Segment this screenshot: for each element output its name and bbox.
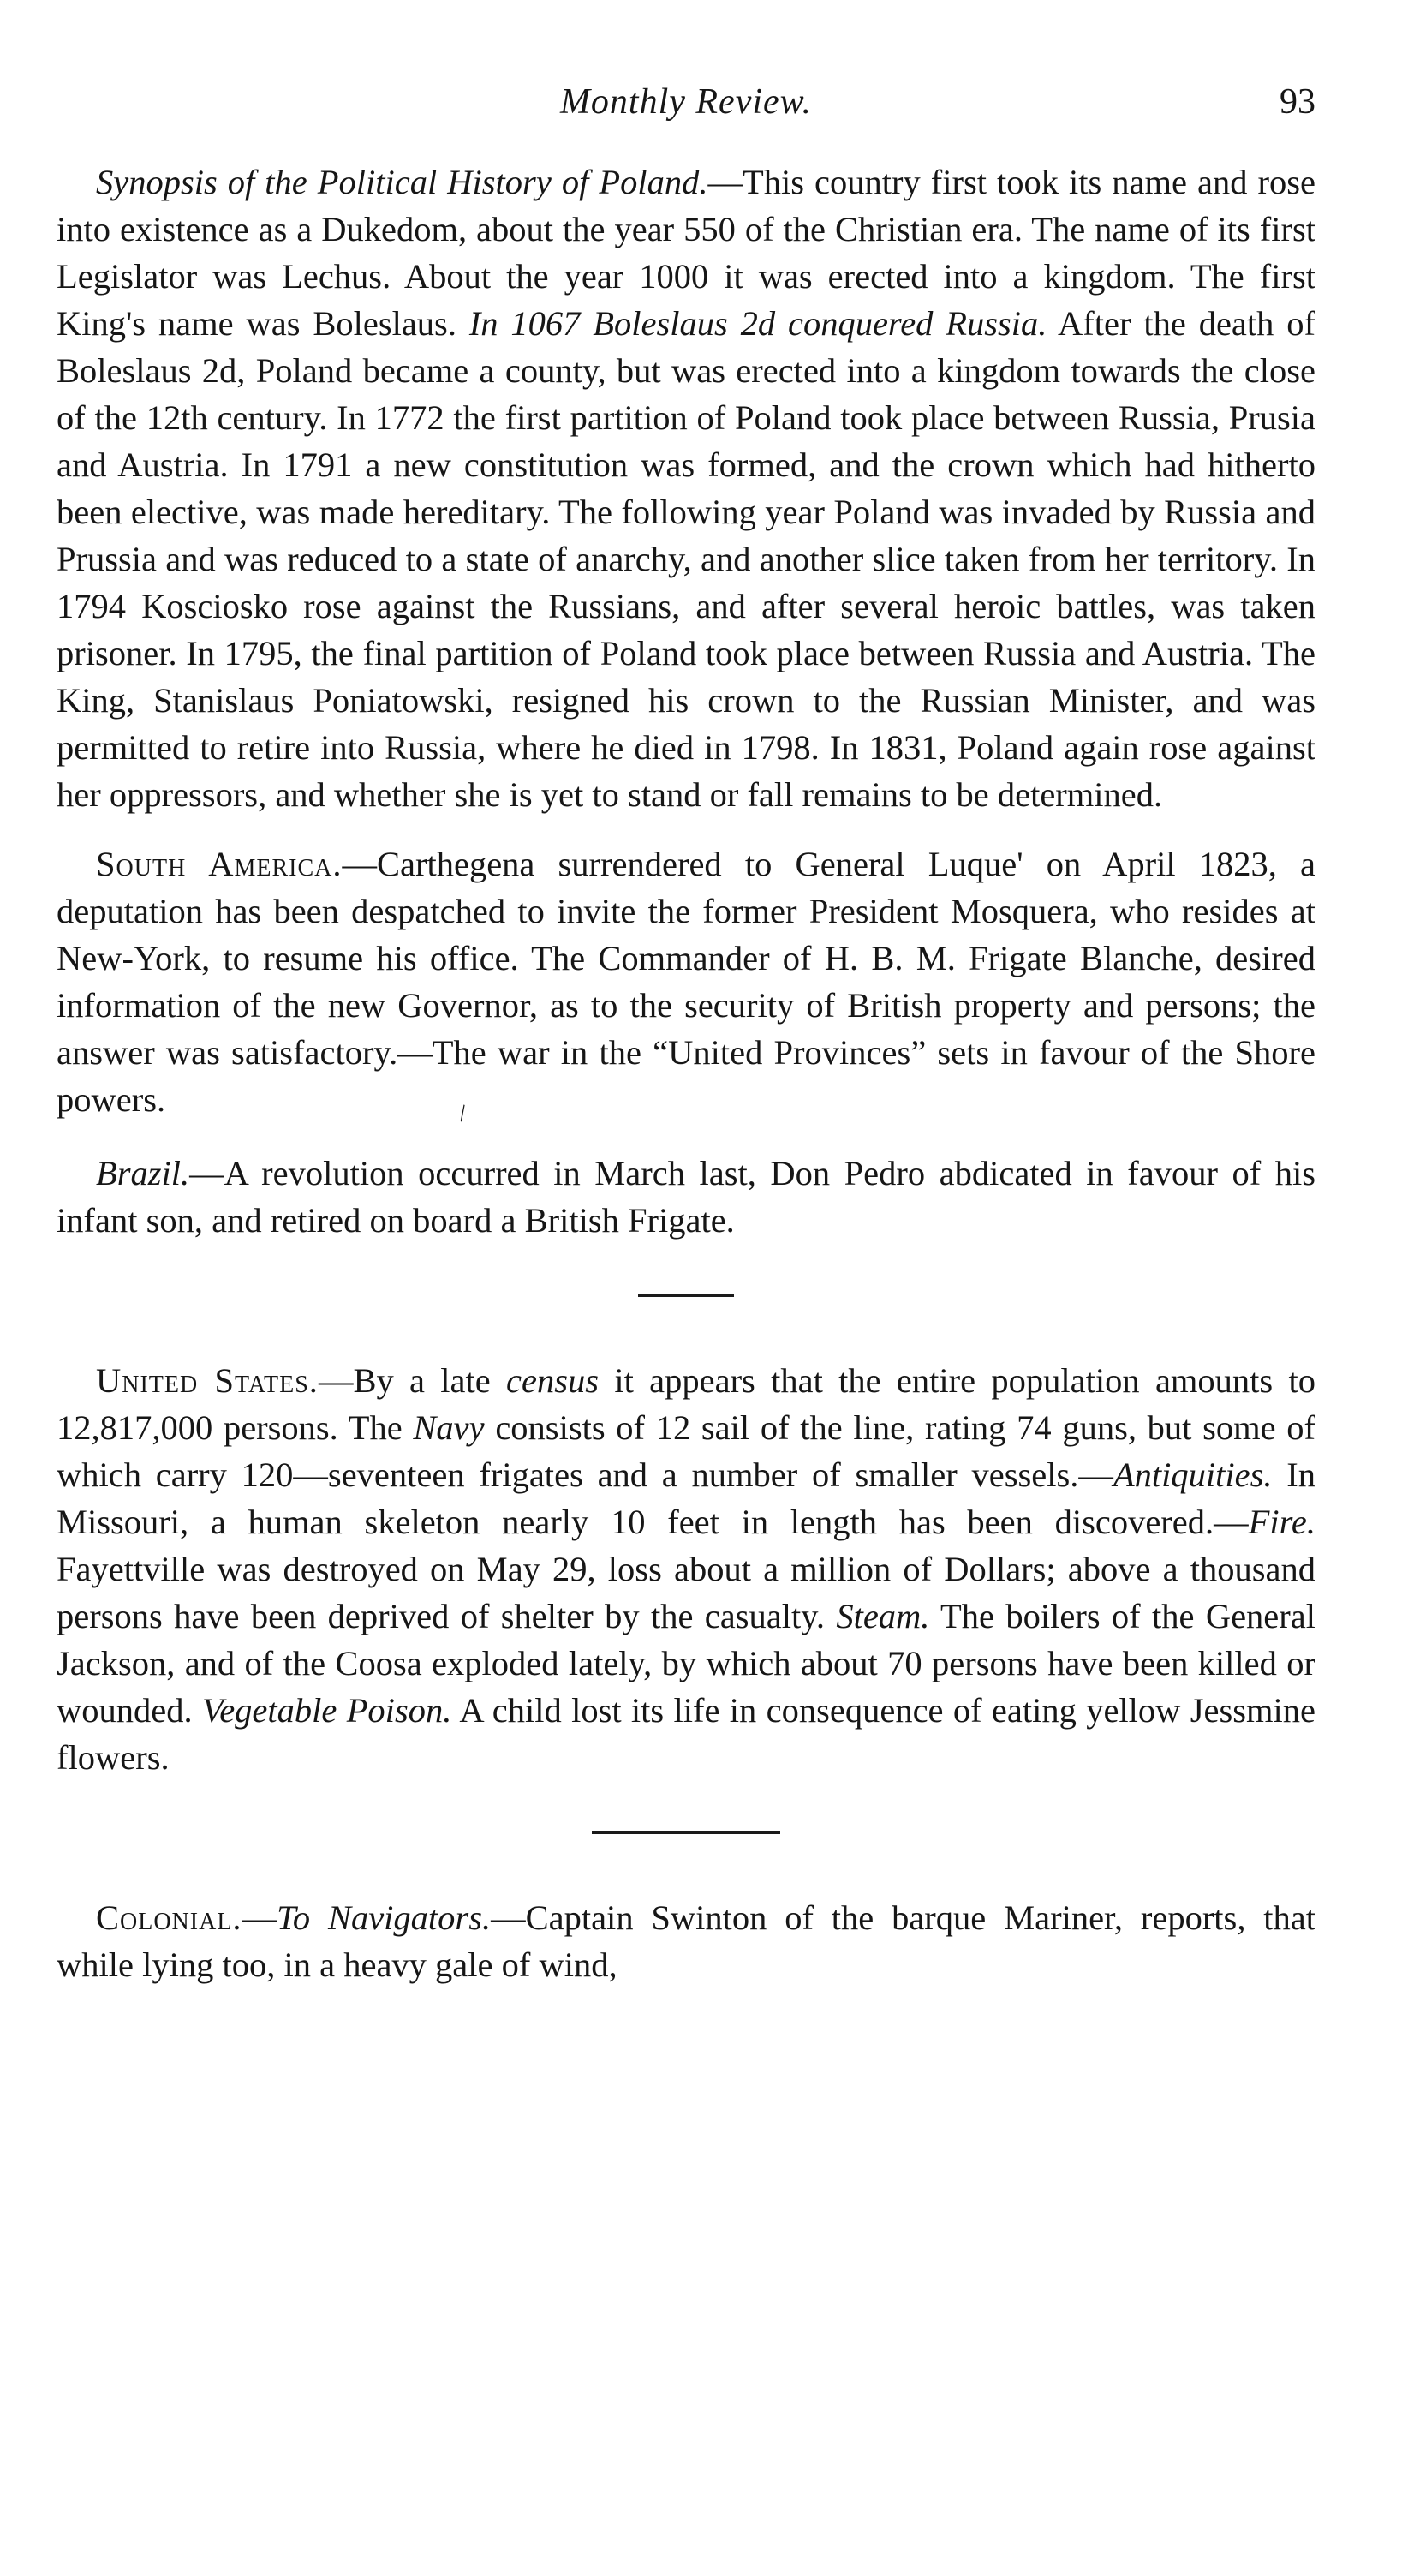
page-number: 93: [1280, 82, 1315, 122]
document-page: [57, 81, 1315, 1988]
united-states-text-1: —By a late: [318, 1361, 507, 1400]
brazil-body: —A revolution occurred in March last, Don Pedro abdicated in favour of his infant son, and retired on board a British Frigate.: [57, 1154, 1315, 1240]
united-states-text-3: consists of 12 sail of the line, rating 74 guns, but some of which carry 120—seventeen frigates and a number of smaller vessels.—: [57, 1408, 1315, 1494]
navy-word: Navy: [413, 1408, 485, 1447]
united-states-text-6: The boilers of the General Jackson, and of the Coosa exploded lately, by which about 70 persons have been killed or wounded.: [57, 1597, 1315, 1730]
running-title: Monthly Review.: [559, 82, 813, 122]
poland-paragraph: [57, 158, 1315, 818]
poland-heading: Synopsis of the Political History of Poland.: [96, 163, 708, 201]
colonial-text-1: —: [242, 1898, 277, 1937]
census-word: census: [506, 1361, 600, 1400]
united-states-heading: United States.: [96, 1361, 319, 1400]
united-states-text-7: A child lost its life in consequence of eating yellow Jessmine flowers.: [57, 1691, 1315, 1777]
stray-ink-mark: \: [452, 1100, 473, 1127]
south-america-heading: South America.: [96, 845, 343, 883]
navigators-subheading: To Navigators.: [277, 1898, 492, 1937]
brazil-heading: Brazil.: [96, 1154, 190, 1192]
colonial-heading: Colonial.: [96, 1898, 242, 1937]
poland-body-1: —This country first took its name and rose into existence as a Dukedom, about the year 550 of the Christian era. The name of its first Legislator was Lechus. About the year 1000 it was erected into a kingdom. The first King's name was Boleslaus.: [57, 163, 1315, 343]
fire-subheading: Fire.: [1248, 1503, 1315, 1541]
section-divider: [638, 1294, 734, 1297]
united-states-paragraph: [57, 1357, 1315, 1781]
antiquities-subheading: Antiquities.: [1113, 1455, 1273, 1494]
colonial-paragraph: [57, 1894, 1315, 1988]
brazil-paragraph: [57, 1150, 1315, 1244]
poland-body-2: After the death of Boleslaus 2d, Poland became a county, but was erected into a kingdom towards the close of the 12th century. In 1772 the first partition of Poland took place between Russia, Prusia and Austria. In 1791 a new constitution was formed, and the crown which had hitherto been elective, was made hereditary. The following year Poland was invaded by Russia and Prussia and was reduced to a state of anarchy, and another slice taken from her territory. In 1794 Kosciosko rose against the Russians, and after several heroic battles, was taken prisoner. In 1795, the final partition of Poland took place between Russia and Austria. The King, Stanislaus Poniatowski, resigned his crown to the Russian Minister, and was permitted to retire into Russia, where he died in 1798. In 1831, Poland again rose against her oppressors, and whether she is yet to stand or fall remains to be determined.: [57, 304, 1315, 814]
south-america-body: —Carthegena surrendered to General Luque' on April 1823, a deputation has been despatched to invite the former President Mosquera, who resides at New-York, to resume his office. The Commander of H. B. M. Frigate Blanche, desired information of the new Governor, as to the security of British property and persons; the answer was satisfactory.—The war in the “United Provinces” sets in favour of the Shore powers.: [57, 845, 1316, 1119]
south-america-paragraph: [57, 840, 1315, 1127]
united-states-text-2: it appears that the entire population amounts to 12,817,000 persons. The: [57, 1361, 1315, 1447]
united-states-text-5: Fayettville was destroyed on May 29, loss about a million of Dollars; above a thousand persons have been deprived of shelter by the casualty.: [57, 1550, 1315, 1635]
poland-italic-1: In 1067 Boleslaus 2d conquered Russia.: [468, 304, 1047, 343]
united-states-text-4: In Missouri, a human skeleton nearly 10 feet in length has been discovered.—: [57, 1455, 1315, 1541]
steam-subheading: Steam.: [836, 1597, 930, 1635]
section-divider-long: [592, 1831, 780, 1834]
vegetable-poison-subheading: Vegetable Poison.: [201, 1691, 452, 1730]
colonial-text-2: —Captain Swinton of the barque Mariner, reports, that while lying too, in a heavy gale of wind,: [57, 1898, 1315, 1984]
running-head: [57, 81, 1315, 124]
